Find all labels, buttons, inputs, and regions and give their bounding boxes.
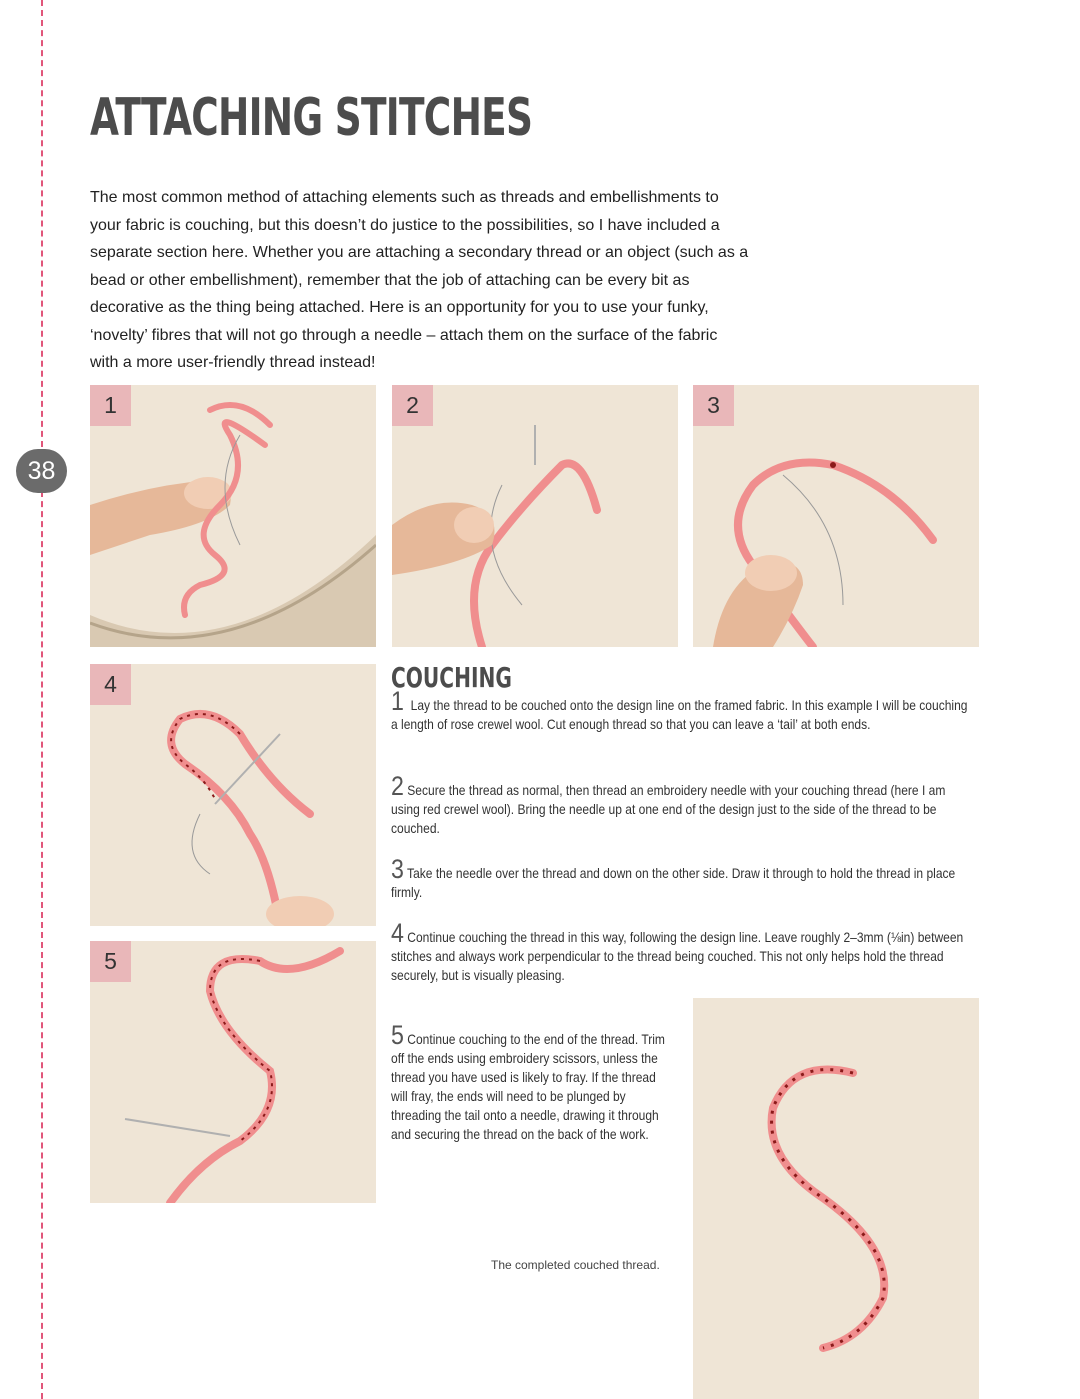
step-body: Take the needle over the thread and down on the other side. Draw it through to hold the thread in place firmly. xyxy=(391,865,956,900)
photo-4-image xyxy=(90,664,376,926)
step-5-text xyxy=(391,1020,675,1144)
photo-caption: The completed couched thread. xyxy=(491,1258,660,1272)
step-body: Continue couching to the end of the thread. Trim off the ends using embroidery scissors, unless the thread you have used is likely to fray. If the thread will fray, the ends will need to be plunged by threading the tail onto a needle, drawing it through and securing the thread on the back of the work. xyxy=(391,1031,665,1142)
photo-label: 1 xyxy=(90,385,131,426)
completed-photo xyxy=(693,998,979,1399)
step-body: Lay the thread to be couched onto the design line on the framed fabric. In this example I will be couching a length of rose crewel wool. Cut enough thread so that you can leave a ‘tail’ at both ends. xyxy=(391,697,968,732)
photo-label: 3 xyxy=(693,385,734,426)
page-number-badge: 38 xyxy=(16,449,67,493)
step-photo-5 xyxy=(90,941,376,1203)
intro-paragraph: The most common method of attaching elements such as threads and embellishments to your fabric is couching, but this doesn’t do justice to the possibilities, so I have included a separate section here. Whether you are attaching a secondary thread or an object (such as a bead or other embellishment), remember that the job of attaching can be every bit as decorative as the thing being attached. Here is an opportunity for you to use your funky, ‘novelty’ fibres that will not go through a needle – attach them on the surface of the fabric with a more user-friendly thread instead! xyxy=(90,189,749,371)
step-number: 3 xyxy=(391,854,404,884)
photo-label: 2 xyxy=(392,385,433,426)
page-margin-dashed-rule xyxy=(41,0,43,1399)
step-3-text xyxy=(391,854,976,902)
page-title: ATTACHING STITCHES xyxy=(90,88,533,148)
photo-label: 4 xyxy=(90,664,131,705)
step-number: 2 xyxy=(391,771,404,801)
step-2-text xyxy=(391,771,976,838)
step-photo-3 xyxy=(693,385,979,647)
photo-label: 5 xyxy=(90,941,131,982)
step-4-text xyxy=(391,918,976,985)
completed-image xyxy=(693,998,979,1399)
step-body: Continue couching the thread in this way, following the design line. Leave roughly 2–3mm (⅛in) between stitches and always work perpendicular to the thread being couched. This not only helps hold the thread securely, but is visually pleasing. xyxy=(391,929,964,983)
step-number: 5 xyxy=(391,1020,404,1050)
step-1-text xyxy=(391,686,976,734)
step-photo-4 xyxy=(90,664,376,926)
photo-5-image xyxy=(90,941,376,1203)
step-number: 1 xyxy=(391,686,404,716)
step-body: Secure the thread as normal, then thread an embroidery needle with your couching thread (here I am using red crewel wool). Bring the needle up at one end of the design just to the side of the thread to be couched. xyxy=(391,782,946,836)
photo-2-image xyxy=(392,385,678,647)
photo-1-image xyxy=(90,385,376,647)
step-number: 4 xyxy=(391,918,404,948)
step-photo-1 xyxy=(90,385,376,647)
step-photo-2 xyxy=(392,385,678,647)
section-heading: COUCHING xyxy=(391,661,512,694)
photo-3-image xyxy=(693,385,979,647)
